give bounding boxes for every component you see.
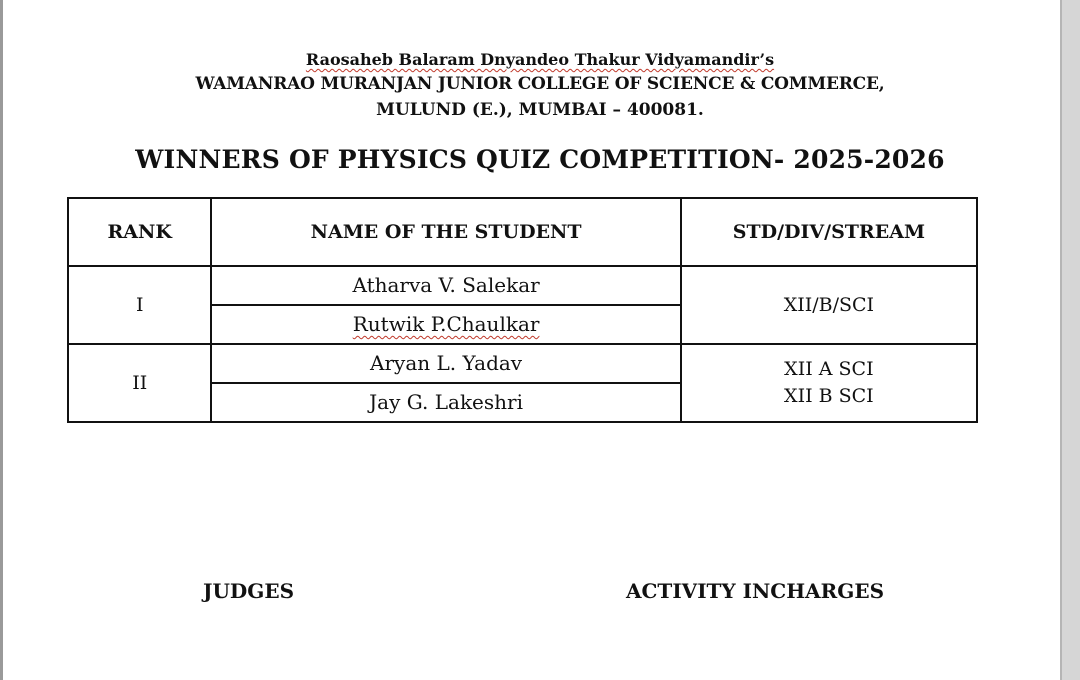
std-value: XII B SCI — [784, 385, 874, 407]
activity-incharges-label: ACTIVITY INCHARGES — [626, 579, 885, 603]
student-name — [212, 306, 679, 343]
college-name: WAMANRAO MURANJAN JUNIOR COLLEGE OF SCIENCE & COMMERCE, — [195, 74, 885, 94]
names-cell — [211, 266, 680, 344]
std-value: XII A SCI — [784, 358, 874, 380]
college-address: MULUND (E.), MUMBAI – 400081. — [376, 100, 704, 120]
std-cell — [681, 344, 977, 422]
rank-cell: II — [68, 344, 211, 422]
student-name-text: Jay G. Lakeshri — [369, 390, 523, 414]
column-header-rank: RANK — [68, 198, 211, 266]
table-row — [68, 266, 977, 344]
rank-cell: I — [68, 266, 211, 344]
student-name — [212, 384, 679, 421]
school-trust-name: Raosaheb Balaram Dnyandeo Thakur Vidyamandir’s — [305, 50, 775, 69]
names-cell — [211, 344, 680, 422]
table-header-row — [68, 198, 977, 266]
std-cell — [681, 266, 977, 344]
student-name-text: Rutwik P.Chaulkar — [352, 312, 540, 336]
column-header-name: NAME OF THE STUDENT — [211, 198, 680, 266]
judges-label: JUDGES — [203, 579, 295, 603]
std-value: XII/B/SCI — [783, 293, 875, 316]
student-name — [212, 267, 679, 306]
student-name-text: Aryan L. Yadav — [370, 351, 523, 375]
student-name-text: Atharva V. Salekar — [352, 273, 540, 297]
column-header-std: STD/DIV/STREAM — [681, 198, 977, 266]
winners-table — [67, 197, 978, 423]
student-name — [212, 345, 679, 384]
table-row — [68, 344, 977, 422]
document-title: WINNERS OF PHYSICS QUIZ COMPETITION- 2025-2026 — [135, 145, 945, 174]
